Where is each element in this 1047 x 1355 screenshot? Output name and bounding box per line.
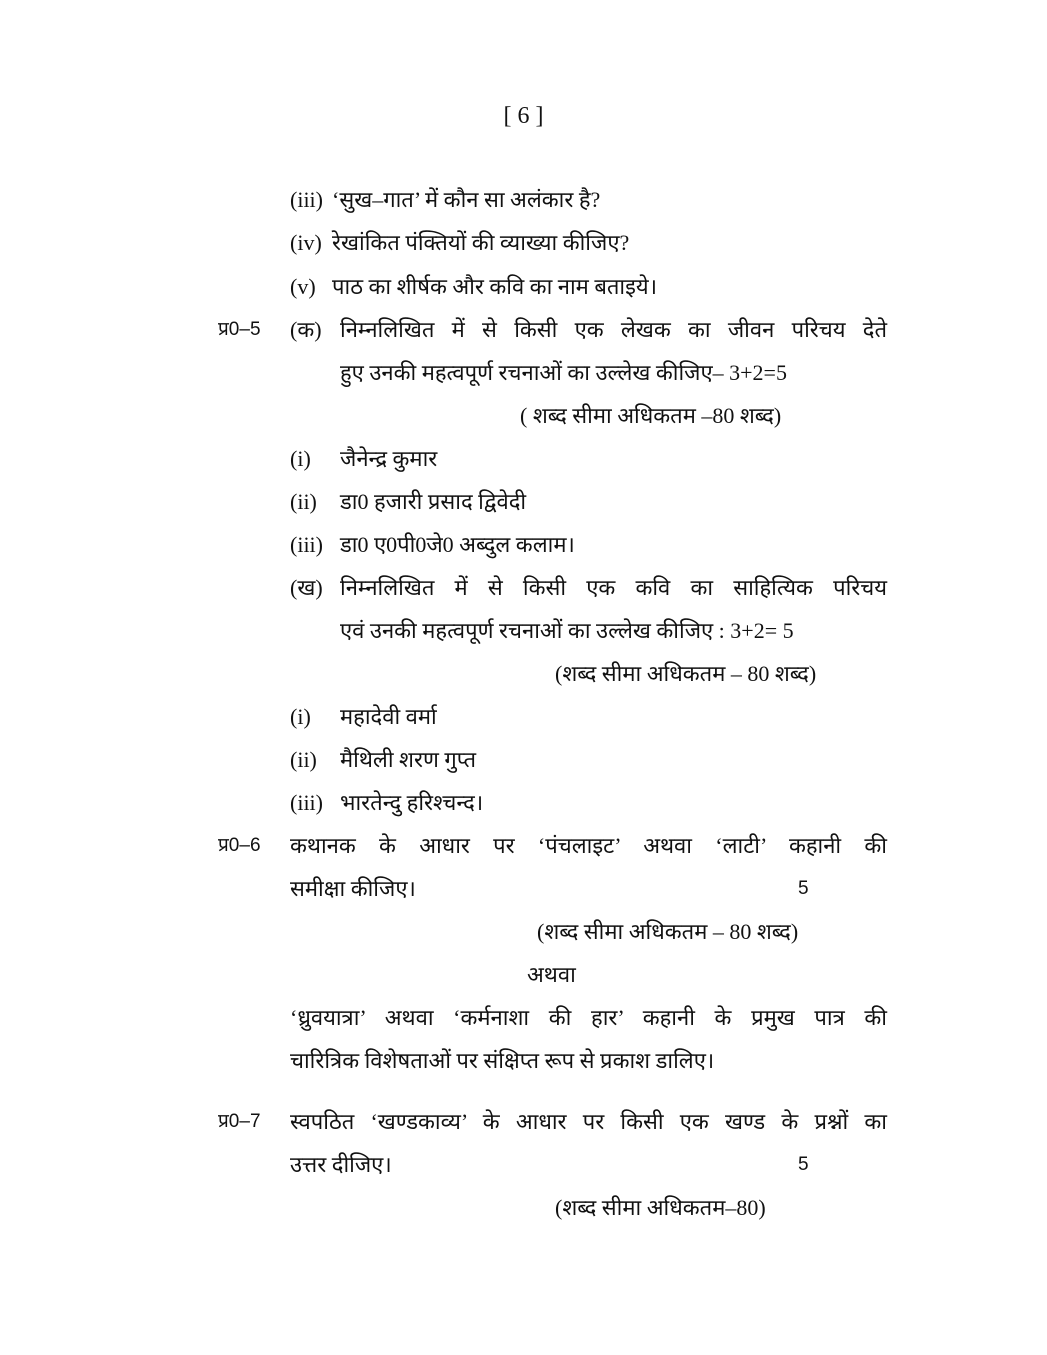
item-label: (iii) (290, 187, 323, 212)
option-label: (ii) (290, 747, 317, 772)
question-text: समीक्षा कीजिए। (290, 876, 416, 901)
option-label: (ii) (290, 489, 317, 514)
option-label: (iii) (290, 532, 323, 557)
option-text: मैथिली शरण गुप्त (340, 747, 477, 772)
option-text: डा0 हजारी प्रसाद द्विवेदी (340, 489, 527, 514)
item-label: (v) (290, 274, 316, 299)
word-limit: (शब्द सीमा अधिकतम–80) (555, 1195, 766, 1220)
option-label: (i) (290, 446, 311, 471)
option-text: डा0 ए0पी0जे0 अब्दुल कलाम। (340, 532, 575, 557)
question-text: चारित्रिक विशेषताओं पर संक्षिप्त रूप से प्रकाश डालिए। (290, 1048, 715, 1073)
question-number: प्र0–6 (218, 835, 261, 856)
question-text: स्वपठित ‘खण्डकाव्य’ के आधार पर किसी एक खण्ड के प्रश्नों का (290, 1109, 887, 1134)
question-number: प्र0–7 (218, 1111, 261, 1132)
word-limit: (शब्द सीमा अधिकतम – 80 शब्द) (537, 919, 799, 944)
option-label: (i) (290, 704, 311, 729)
question-text: हुए उनकी महत्वपूर्ण रचनाओं का उल्लेख कीजिए– 3+2=5 (340, 360, 787, 385)
question-text: उत्तर दीजिए। (290, 1152, 392, 1177)
option-text: भारतेन्दु हरिश्चन्द। (340, 790, 484, 815)
question-text: एवं उनकी महत्वपूर्ण रचनाओं का उल्लेख कीजिए : 3+2= 5 (340, 618, 794, 643)
marks: 5 (798, 1154, 809, 1175)
marks: 5 (798, 878, 809, 899)
question-text: निम्नलिखित में से किसी एक लेखक का जीवन परिचय देते (340, 317, 887, 342)
part-label: (क) (290, 317, 322, 342)
option-text: महादेवी वर्मा (340, 704, 437, 729)
question-text: कथानक के आधार पर ‘पंचलाइट’ अथवा ‘लाटी’ कहानी की (290, 833, 887, 858)
word-limit: (शब्द सीमा अधिकतम – 80 शब्द) (555, 661, 817, 686)
item-text: पाठ का शीर्षक और कवि का नाम बताइये। (332, 274, 658, 299)
page-number: [ 6 ] (503, 103, 544, 129)
option-label: (iii) (290, 790, 323, 815)
or-separator: अथवा (527, 962, 576, 987)
item-text: रेखांकित पंक्तियों की व्याख्या कीजिए? (332, 230, 630, 255)
item-label: (iv) (290, 230, 322, 255)
question-text: ‘ध्रुवयात्रा’ अथवा ‘कर्मनाशा की हार’ कहानी के प्रमुख पात्र की (290, 1005, 887, 1030)
part-label: (ख) (290, 575, 323, 600)
word-limit: ( शब्द सीमा अधिकतम –80 शब्द) (520, 403, 782, 428)
question-text: निम्नलिखित में से किसी एक कवि का साहित्यिक परिचय (340, 575, 887, 600)
item-text: ‘सुख–गात’ में कौन सा अलंकार है? (332, 187, 601, 212)
question-number: प्र0–5 (218, 319, 261, 340)
option-text: जैनेन्द्र कुमार (340, 446, 438, 471)
